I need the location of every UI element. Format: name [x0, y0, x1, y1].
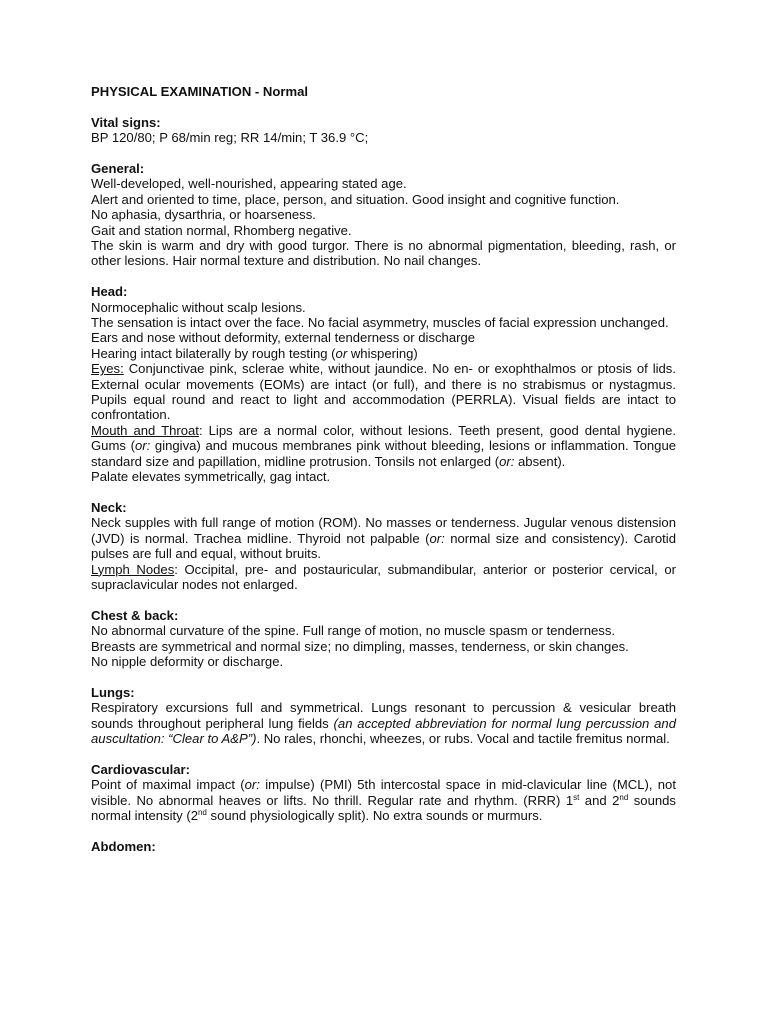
chest-line: No abnormal curvature of the spine. Full range of motion, no muscle spasm or tenderness.: [91, 623, 616, 639]
lungs-note: (an accepted abbreviation for normal lung percussion and auscultation: “Clear to A&P”): [91, 715, 676, 746]
head-heading: Head:: [91, 284, 128, 300]
lymph-nodes-text: : Occipital, pre- and postauricular, submandibular, anterior or posterior cervical, or supraclavicular nodes not enlarged.: [91, 561, 676, 592]
hearing-text: Hearing intact bilaterally by rough testing (: [91, 345, 336, 361]
cardio-text: sounds normal intensity (2: [91, 792, 676, 823]
lymph-nodes-label: Lymph Nodes: [91, 561, 175, 577]
cardio-text: sound physiologically split). No extra sounds or murmurs.: [206, 807, 543, 823]
lungs-text: Respiratory excursions full and symmetrical. Lungs resonant to percussion & vesicular breath sounds throughout peripheral lung fields: [91, 700, 676, 731]
hearing-text: whispering): [347, 345, 418, 361]
lungs-paragraph: [91, 700, 676, 746]
eyes-paragraph: [91, 361, 676, 423]
general-line: No aphasia, dysarthria, or hoarseness.: [91, 207, 316, 223]
general-line: Gait and station normal, Rhomberg negative.: [91, 222, 352, 238]
eyes-label: Eyes:: [91, 361, 124, 377]
document-title: PHYSICAL EXAMINATION - Normal: [91, 84, 309, 99]
mouth-text: : Lips are a normal color, without lesions. Teeth present, good dental hygiene. Gums (: [91, 422, 677, 454]
lymph-nodes-paragraph: [91, 562, 676, 593]
or-note: or:: [134, 438, 151, 454]
hearing-line: [91, 346, 676, 361]
cardio-text: impulse) (PMI) 5th intercostal space in mid-clavicular line (MCL), not visible. No abnormal heaves or lifts. No thrill. Regular rate and rhythm. (RRR) 1: [91, 777, 676, 808]
mouth-text: absent).: [514, 453, 566, 469]
chest-line: Breasts are symmetrical and normal size; no dimpling, masses, tenderness, or skin changes.: [91, 638, 629, 654]
palate-line: Palate elevates symmetrically, gag intact.: [91, 469, 331, 485]
general-heading: General:: [91, 161, 145, 176]
mouth-throat-paragraph: [91, 423, 676, 469]
mouth-throat-label: Mouth and Throat: [91, 422, 199, 438]
neck-text: normal size and consistency). Carotid pulses are full and equal, without bruits.: [91, 530, 676, 562]
cardiovascular-section: [91, 762, 676, 824]
lungs-heading: Lungs:: [91, 684, 135, 700]
general-line: Alert and oriented to time, place, person, and situation. Good insight and cognitive function.: [91, 191, 620, 207]
neck-section: [91, 500, 676, 592]
lungs-text: . No rales, rhonchi, wheezes, or rubs. Vocal and tactile fremitus normal.: [256, 730, 670, 746]
chest-line: No nipple deformity or discharge.: [91, 653, 284, 669]
or-note: or: [335, 345, 348, 361]
cardio-text: and 2: [579, 792, 620, 808]
head-line: Normocephalic without scalp lesions.: [91, 299, 306, 315]
abdomen-section: [91, 839, 676, 854]
general-section: [91, 161, 676, 269]
abdomen-heading: Abdomen:: [91, 838, 156, 854]
cardio-text: Point of maximal impact (: [91, 777, 245, 793]
eyes-text: Conjunctivae pink, sclerae white, without jaundice. No en- or exophthalmos or ptosis of lids. External ocular movements (EOMs) are intact (or full), and there is no strabismus or nystagmus. Pupils equal round and react to light and accommodation (PERRLA). Visual fields are intact to confrontation.: [91, 361, 676, 423]
cardiovascular-paragraph: [91, 777, 676, 823]
or-note: or:: [499, 453, 515, 469]
superscript: st: [573, 792, 580, 802]
general-line: Well-developed, well-nourished, appearing stated age.: [91, 176, 407, 192]
neck-paragraph: [91, 515, 676, 561]
head-section: [91, 284, 676, 484]
mouth-text: gingiva) and mucous membranes pink without bleeding, lesions or inflammation. Tongue standard size and papillation, midline protrusion. Tonsils not enlarged (: [91, 438, 677, 469]
or-note: or:: [244, 777, 260, 793]
or-note: or:: [429, 530, 445, 546]
superscript: nd: [619, 792, 629, 802]
cardiovascular-heading: Cardiovascular:: [91, 761, 190, 777]
neck-text: Neck supples with full range of motion (ROM). No masses or tenderness. Jugular venous distension (JVD) is normal. Trachea midline. Thyroid not palpable (: [91, 515, 676, 546]
head-line: Ears and nose without deformity, external tenderness or discharge: [91, 330, 476, 346]
vital-signs-text: BP 120/80; P 68/min reg; RR 14/min; T 36.9 °C;: [91, 130, 369, 146]
superscript: nd: [197, 807, 207, 817]
lungs-section: [91, 685, 676, 747]
vital-signs-section: [91, 115, 676, 146]
general-line: The skin is warm and dry with good turgor. There is no abnormal pigmentation, bleeding, rash, or other lesions. Hair normal texture and distribution. No nail changes.: [91, 238, 676, 269]
neck-heading: Neck:: [91, 499, 127, 515]
head-line: The sensation is intact over the face. No facial asymmetry, muscles of facial expression unchanged.: [91, 315, 669, 331]
chest-back-section: [91, 608, 676, 670]
document-page: [91, 84, 676, 854]
chest-back-heading: Chest & back:: [91, 607, 179, 623]
vital-signs-heading: Vital signs:: [91, 114, 161, 130]
